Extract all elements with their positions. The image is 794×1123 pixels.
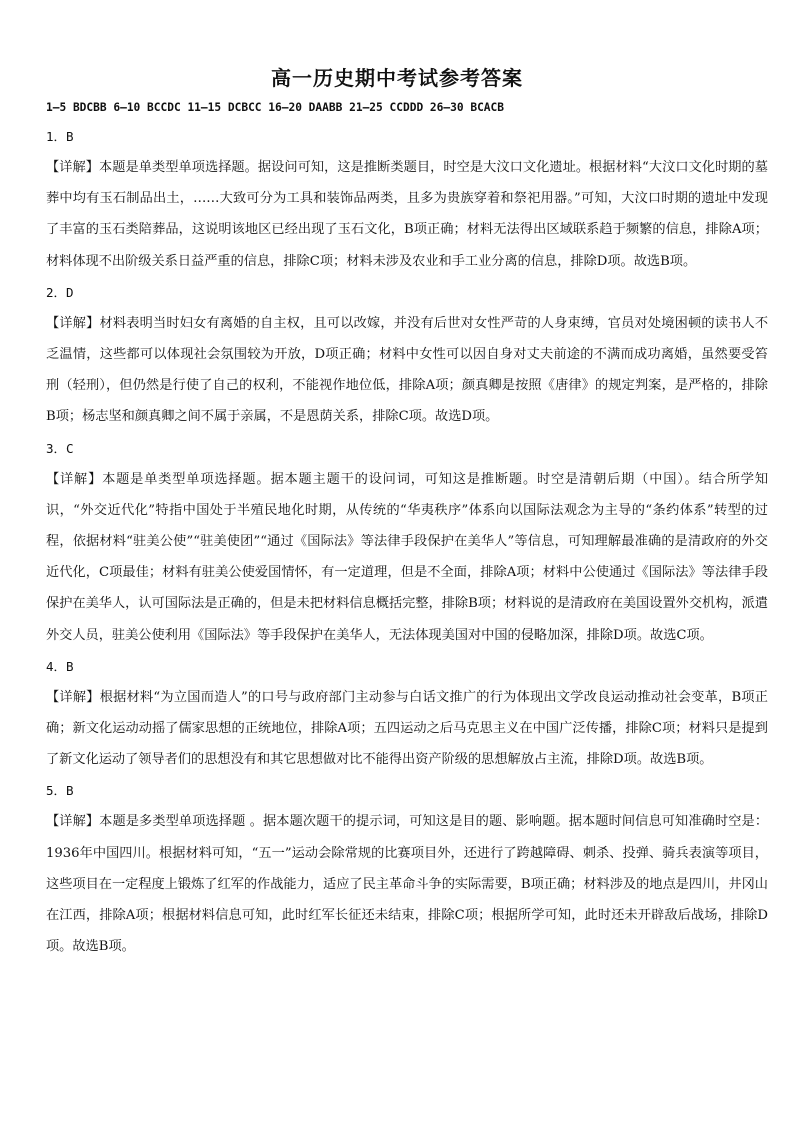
detail-tag: 【详解】 [46,160,99,175]
question-number: 3．C [46,440,74,456]
question-detail [46,806,768,962]
question-detail [46,682,768,776]
question-number: 5．B [46,783,74,799]
questions-list [46,121,768,962]
question-item [46,651,768,776]
question-detail [46,152,768,277]
detail-text: 本题是多类型单项选择题 。据本题次题干的提示词，可知这是目的题、影响题。据本题时间信息可知准确时空是：1936年中国四川。根据材料可知，“五一”运动会除常规的比赛项目外，还进行了跨越障碍、刺杀、投弹、骑兵表演等项目，这些项目在一定程度上锻炼了红军的作战能力，适应了民主革命斗争的实际需要，B项正确；材料涉及的地点是四川，井冈山在江西，排除A项；根据材料信息可知，此时红军长征还未结束，排除C项；根据所学可知，此时还未开辟敌后战场，排除D项。故选B项。 [46,814,769,955]
answer-key-line: 1—5 BDCBB 6—10 BCCDC 11—15 DCBCC 16—20 DAABB 21—25 CCDDD 26—30 BCACB [46,101,505,114]
detail-tag: 【详解】 [46,689,100,705]
question-item [46,775,768,962]
detail-text: 材料表明当时妇女有离婚的自主权，且可以改嫁，并没有后世对女性严苛的人身束缚，官员对处境困顿的读书人不乏温情，这些都可以体现社会氛围较为开放，D项正确；材料中女性可以因自身对丈夫前途的不满而成功离婚，虽然要受笞刑（轻刑），但仍然是行使了自己的权利，不能视作地位低，排除A项；颜真卿是按照《唐律》的规定判案，是严格的，排除B项；杨志坚和颜真卿之间不属于亲属，不是恩荫关系，排除C项。故选D项。 [46,315,769,425]
detail-text: 本题是单类型单项选择题。据本题主题干的设问词，可知这是推断题。时空是清朝后期（中国）。结合所学知识，“外交近代化”特指中国处于半殖民地化时期，从传统的“华夷秩序”体系向以国际法观念为主导的“条约体系”转型的过程，依据材料“驻美公使”“驻美使团”“通过《国际法》等法律手段保护在美华人”等信息，可知理解最准确的是清政府的外交近代化，C项最佳；材料有驻美公使爱国情怀，有一定道理，但是不全面，排除A项；材料中公使通过《国际法》等法律手段保护在美华人，认可国际法是正确的，但是未把材料信息概括完整，排除B项；材料说的是清政府在美国设置外交机构，派遣外交人员，驻美公使利用《国际法》等手段保护在美华人，无法体现美国对中国的侵略加深，排除D项。故选C项。 [46,471,769,643]
detail-text: 根据材料“为立国而造人”的口号与政府部门主动参与白话文推广的行为体现出文学改良运动推动社会变革，B项正确；新文化运动动摇了儒家思想的正统地位，排除A项；五四运动之后马克思主义在中国广泛传播，排除C项；材料只是提到了新文化运动了领导者们的思想没有和其它思想做对比不能得出资产阶级的思想解放占主流，排除D项。故选B项。 [46,689,768,768]
question-number: 4．B [46,658,74,674]
question-item [46,277,768,433]
question-detail [46,308,768,433]
question-number: 2．D [46,284,74,300]
page-title: 高一历史期中考试参考答案 [271,66,523,90]
question-item [46,433,768,651]
question-item [46,121,768,277]
detail-text: 本题是单类型单项选择题。据设问可知，这是推断类题目，时空是大汶口文化遗址。根据材料“大汶口文化时期的墓葬中均有玉石制品出土，……大致可分为工具和装饰品两类，且多为贵族穿着和祭祀用器。”可知，大汶口时期的遗址中发现了丰富的玉石类陪葬品，这说明该地区已经出现了玉石文化，B项正确；材料无法得出区域联系趋于频繁的信息，排除A项；材料体现不出阶级关系日益严重的信息，排除C项；材料未涉及农业和手工业分离的信息，排除D项。故选B项。 [46,160,768,269]
detail-tag: 【详解】 [46,315,100,331]
detail-tag: 【详解】 [46,814,100,830]
question-number: 1．B [46,129,74,144]
question-detail [46,464,768,651]
detail-tag: 【详解】 [46,471,103,487]
